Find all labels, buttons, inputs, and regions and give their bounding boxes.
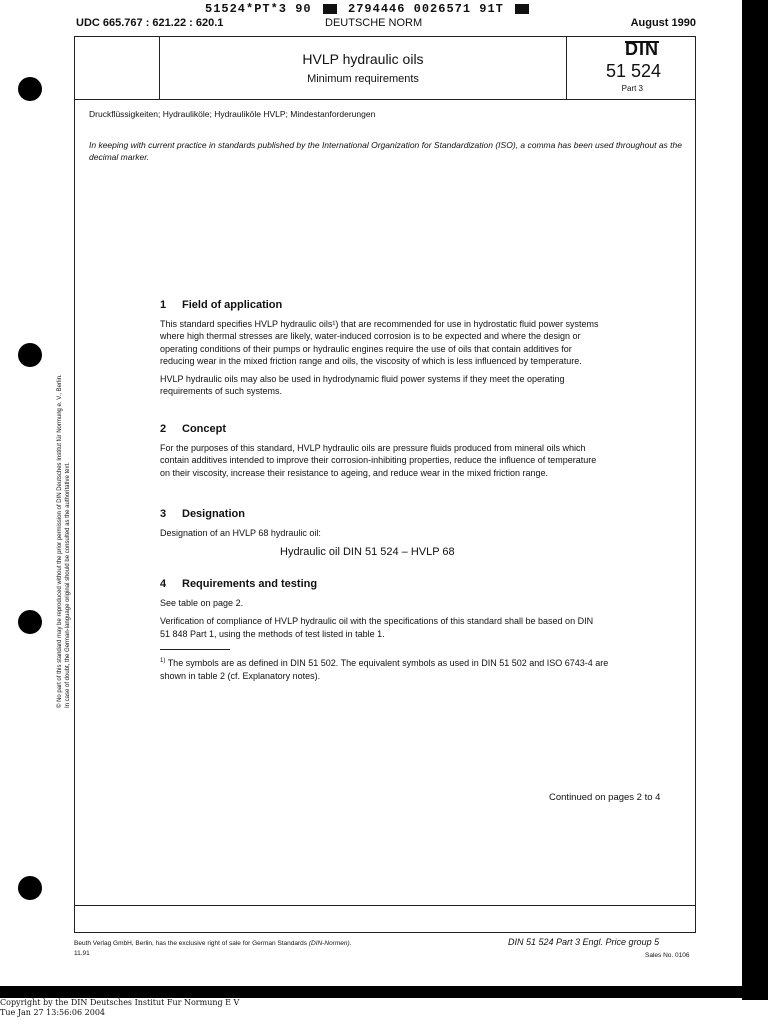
section-title: Requirements and testing [182,578,318,590]
title-block [75,37,695,100]
din-logo: DIN [625,39,659,59]
publisher-footer [74,939,351,959]
section-number: 3 [160,508,167,520]
publisher-italic-text: (DIN-Normen). [308,940,352,947]
din-part: Part 3 [621,84,643,93]
copyright-side-notice [56,258,72,708]
title-block-left-cell [75,37,160,99]
binder-hole [18,343,42,367]
sales-number: Sales No. 0106 [645,952,690,959]
footnote [160,655,610,683]
binder-hole [18,876,42,900]
issue-code: 11.91 [74,950,90,957]
section-title: Designation [182,508,245,520]
footnote-text: The symbols are as defined in DIN 51 502. The equivalent symbols as used in DIN 51 502 and ISO 6743-4 are shown in table 2 (cf. Explanatory notes). [160,658,609,681]
section-number: 1 [160,299,167,311]
din-number: 51 524 [605,61,661,81]
scan-block-mark [323,4,337,14]
document-subtitle: Minimum requirements [307,73,419,85]
binder-hole [18,77,42,101]
side-notice-line-1: © No part of this standard may be reproduced without the prior permission of DIN Deutsches Institut für Normung e. V., Berlin. [57,374,63,708]
section-heading [160,299,282,311]
document-reference: DIN 51 524 Part 3 Engl. Price group 5 [508,937,660,947]
frame-bottom-rule [75,905,695,906]
paragraph: Designation of an HVLP 68 hydraulic oil: [160,528,321,538]
copyright-line-1: Copyright by the DIN Deutsches Institut Fur Normung E V [0,998,240,1007]
publisher-text: Beuth Verlag GmbH, Berlin, has the exclusive right of sale for German Standards [74,940,308,947]
section-heading [160,423,226,435]
paragraph: HVLP hydraulic oils may also be used in hydrodynamic fluid power systems if they meet the operating requirements of such systems. [160,374,565,397]
scan-edge-bottom [0,986,768,998]
side-notice-line-2: In case of doubt, the German-language original should be consulted as the authoritative text. [65,462,71,708]
footnote-rule [160,649,230,650]
scan-block-mark [515,4,529,14]
section-title: Field of application [182,299,283,311]
section-body [160,527,600,545]
scan-edge-right [742,0,768,1000]
binder-hole [18,610,42,634]
copyright-stamp [0,998,239,1018]
section-heading [160,508,245,520]
publication-date: August 1990 [630,17,696,29]
section-title: Concept [182,423,226,435]
decimal-marker-note: In keeping with current practice in standards published by the International Organization for Standardization (ISO), a comma has been used throughout as the decimal marker. [89,140,682,162]
footnote-marker: 1) [160,658,166,664]
paragraph: This standard specifies HVLP hydraulic oils¹) that are recommended for use in hydrostatic fluid power systems where high thermal stresses are likely, water-induced corrosion is to be expected and where the design or operating conditions of their pumps or hydraulic engines require the use of oils that contain additives for reducing wear in the mixed friction range and oils, the viscosity of which is less influenced by temperature. [160,319,599,366]
section-body [160,318,600,404]
continued-note: Continued on pages 2 to 4 [549,792,661,803]
din-number-cell [566,37,695,99]
paragraph: Verification of compliance of HVLP hydraulic oil with the specifications of this standard shall be based on DIN 51 848 Part 1, using the methods of test listed in table 1. [160,616,594,639]
section-number: 2 [160,423,167,435]
copyright-line-2: Tue Jan 27 13:56:06 2004 [0,1008,105,1017]
designation-example: Hydraulic oil DIN 51 524 – HVLP 68 [280,546,455,558]
scan-code-line [205,2,565,18]
section-body [160,597,600,646]
document-title: HVLP hydraulic oils [302,51,424,67]
norm-type: DEUTSCHE NORM [325,17,423,29]
document-frame [74,36,696,933]
paragraph: See table on page 2. [160,598,244,608]
scan-code-part2: 2794446 0026571 91T [348,2,504,16]
german-keywords: Druckflüssigkeiten; Hydrauliköle; Hydrauliköle HVLP; Mindestanforderungen [89,109,376,119]
scan-code-part1: 51524*PT*3 90 [205,2,312,16]
udc-classification: UDC 665.767 : 621.22 : 620.1 [76,17,224,29]
section-body [160,442,600,485]
section-heading [160,578,317,590]
paragraph: For the purposes of this standard, HVLP hydraulic oils are pressure fluids produced from mineral oils which contain additives intended to improve their corrosion-inhibiting properties, reduce the influence of temperature on their viscosity, increase their resistance to ageing, and reduce wear in the mixed friction range. [160,443,597,478]
section-number: 4 [160,578,167,590]
